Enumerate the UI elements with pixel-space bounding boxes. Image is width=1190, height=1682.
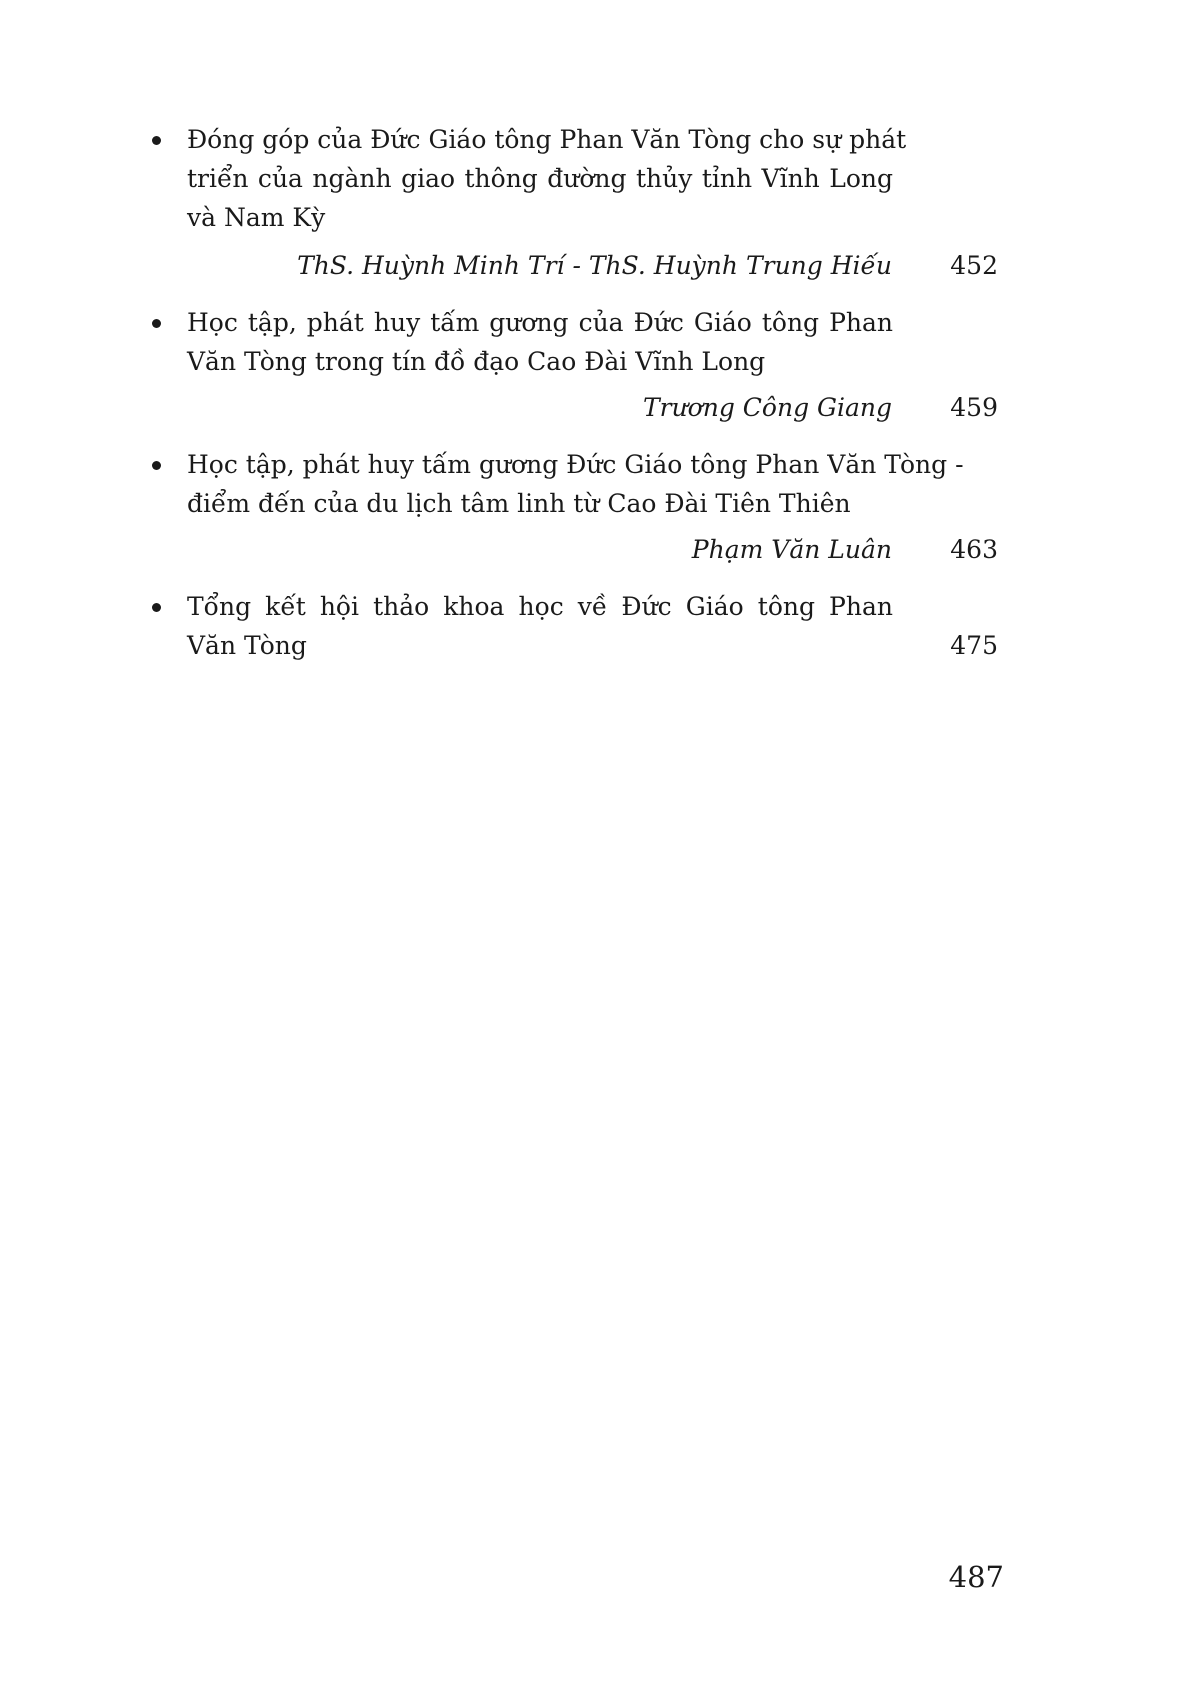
entry-title-line: Văn Tòng [187, 631, 307, 660]
page-number: 487 [948, 1560, 1004, 1594]
entry-title-line: và Nam Kỳ [187, 203, 326, 232]
entry-title-line: Đóng góp của Đức Giáo tông Phan Văn Tòng cho sự phát [187, 125, 907, 154]
entry-title-line: Học tập, phát huy tấm gương của Đức Giáo tông Phan [187, 308, 893, 337]
entry-page-number: 475 [950, 631, 998, 660]
entry-page-number: 459 [950, 393, 998, 422]
entry-page-number: 463 [950, 535, 998, 564]
entry-title-line: Văn Tòng trong tín đồ đạo Cao Đài Vĩnh Long [187, 347, 766, 376]
bullet-icon [152, 603, 161, 612]
bullet-icon [152, 461, 161, 470]
bullet-icon [152, 136, 161, 145]
bullet-icon [152, 319, 161, 328]
entry-page-number: 452 [950, 251, 998, 280]
entry-author: Phạm Văn Luân [691, 535, 892, 564]
entry-title-line: Tổng kết hội thảo khoa học về Đức Giáo tông Phan [187, 592, 893, 621]
entry-author: Trương Công Giang [642, 393, 892, 422]
entry-author: ThS. Huỳnh Minh Trí - ThS. Huỳnh Trung Hiếu [297, 251, 892, 280]
entry-title-line: Học tập, phát huy tấm gương Đức Giáo tông Phan Văn Tòng - [187, 450, 964, 479]
entry-title-line: điểm đến của du lịch tâm linh từ Cao Đài Tiên Thiên [187, 489, 851, 518]
entry-title-line: triển của ngành giao thông đường thủy tỉnh Vĩnh Long [187, 164, 893, 193]
